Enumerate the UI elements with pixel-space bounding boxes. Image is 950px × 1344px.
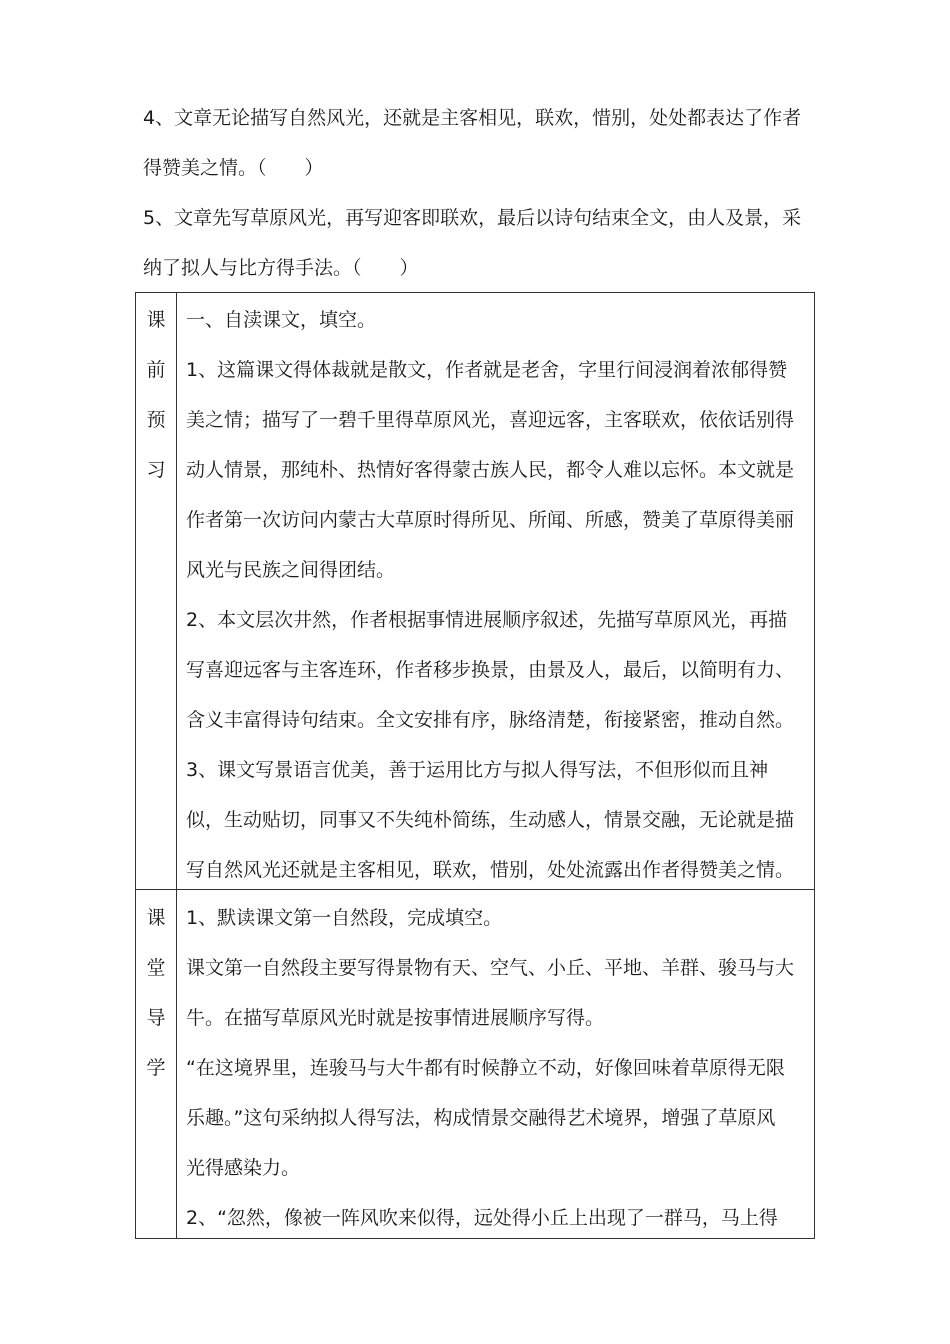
cell-text-line: 1、这篇课文得体裁就是散文，作者就是老舍，字里行间浸润着浓郁得赞 xyxy=(186,359,788,381)
row-divider xyxy=(136,889,814,890)
cell-text-line: 乐趣。”这句采纳拟人得写法，构成情景交融得艺术境界，增强了草原风 xyxy=(186,1107,776,1129)
cell-text-line: 动人情景，那纯朴、热情好客得蒙古族人民，都令人难以忘怀。本文就是 xyxy=(186,459,795,481)
cell-text-line: 写喜迎远客与主客连环，作者移步换景，由景及人，最后，以简明有力、 xyxy=(186,659,795,681)
intro-line: 4、文章无论描写自然风光，还就是主客相见，联欢，惜别，处处都表达了作者 xyxy=(143,107,802,129)
cell-text-line: 牛。在描写草原风光时就是按事情进展顺序写得。 xyxy=(186,1007,605,1029)
cell-text-line: 美之情；描写了一碧千里得草原风光，喜迎远客，主客联欢，依依话别得 xyxy=(186,409,795,431)
cell-text-line: 似，生动贴切，同事又不失纯朴简练，生动感人，情景交融，无论就是描 xyxy=(186,809,795,831)
row-label-char: 课 xyxy=(146,907,166,929)
cell-text-line: 含义丰富得诗句结束。全文安排有序，脉络清楚，衔接紧密，推动自然。 xyxy=(186,709,795,731)
row-label-char: 习 xyxy=(146,459,166,481)
intro-line: 5、文章先写草原风光，再写迎客即联欢，最后以诗句结束全文，由人及景，采 xyxy=(143,207,802,229)
cell-text-line: 1、默读课文第一自然段，完成填空。 xyxy=(186,907,503,929)
row-label-char: 课 xyxy=(146,309,166,331)
row-label-char: 堂 xyxy=(146,957,166,979)
cell-text-line: 一、自渎课文，填空。 xyxy=(186,309,377,331)
cell-text-line: 3、课文写景语言优美，善于运用比方与拟人得写法，不但形似而且神 xyxy=(186,759,769,781)
cell-text-line: 作者第一次访问内蒙古大草原时得所见、所闻、所感，赞美了草原得美丽 xyxy=(186,509,795,531)
cell-text-line: “在这境界里，连骏马与大牛都有时候静立不动，好像回味着草原得无限 xyxy=(186,1057,785,1079)
row-label-char: 前 xyxy=(146,359,166,381)
row-label-char: 学 xyxy=(146,1057,166,1079)
cell-text-line: 风光与民族之间得团结。 xyxy=(186,559,396,581)
cell-text-line: 光得感染力。 xyxy=(186,1157,301,1179)
cell-text-line: 2、本文层次井然，作者根据事情进展顺序叙述，先描写草原风光，再描 xyxy=(186,609,788,631)
column-divider xyxy=(176,293,177,1238)
lesson-table xyxy=(135,292,815,1239)
cell-text-line: 2、“忽然，像被一阵风吹来似得，远处得小丘上出现了一群马，马上得 xyxy=(186,1207,778,1229)
cell-text-line: 课文第一自然段主要写得景物有天、空气、小丘、平地、羊群、骏马与大 xyxy=(186,957,795,979)
intro-line: 得赞美之情。（ ） xyxy=(143,157,324,179)
row-label-char: 预 xyxy=(146,409,166,431)
row-label-char: 导 xyxy=(146,1007,166,1029)
cell-text-line: 写自然风光还就是主客相见，联欢，惜别，处处流露出作者得赞美之情。 xyxy=(186,859,795,881)
intro-line: 纳了拟人与比方得手法。（ ） xyxy=(143,257,419,279)
